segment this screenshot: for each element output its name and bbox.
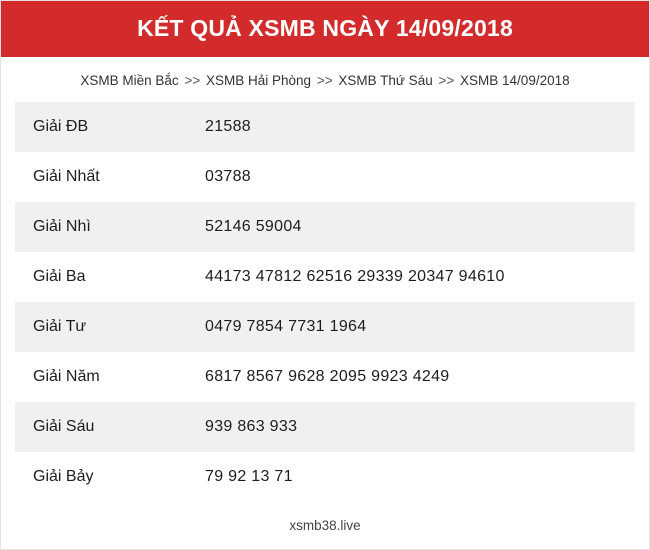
breadcrumb-separator: >> bbox=[438, 73, 455, 88]
table-row bbox=[15, 352, 635, 402]
prize-numbers: 44173 47812 62516 29339 20347 94610 bbox=[205, 268, 505, 285]
results-table bbox=[1, 102, 649, 504]
table-row bbox=[15, 402, 635, 452]
breadcrumb-item-province[interactable]: XSMB Hải Phòng bbox=[206, 73, 312, 88]
table-row bbox=[15, 202, 635, 252]
prize-numbers: 0479 7854 7731 1964 bbox=[205, 318, 367, 335]
prize-numbers: 6817 8567 9628 2095 9923 4249 bbox=[205, 368, 450, 385]
prize-label: Giải Bảy bbox=[33, 468, 94, 485]
breadcrumb-separator: >> bbox=[316, 73, 333, 88]
prize-label: Giải Nhì bbox=[33, 218, 91, 235]
table-row bbox=[15, 102, 635, 152]
prize-label: Giải Tư bbox=[33, 318, 87, 335]
prize-label: Giải Năm bbox=[33, 368, 100, 385]
page-title: KẾT QUẢ XSMB NGÀY 14/09/2018 bbox=[1, 1, 649, 57]
site-footer[interactable]: xsmb38.live bbox=[289, 518, 361, 533]
prize-numbers: 52146 59004 bbox=[205, 218, 302, 235]
prize-label: Giải Sáu bbox=[33, 418, 95, 435]
prize-numbers: 21588 bbox=[205, 118, 251, 135]
breadcrumb-item-date[interactable]: XSMB 14/09/2018 bbox=[460, 73, 570, 88]
breadcrumb-separator: >> bbox=[184, 73, 201, 88]
breadcrumb-item-region[interactable]: XSMB Miền Bắc bbox=[80, 73, 179, 88]
prize-label: Giải Nhất bbox=[33, 168, 100, 185]
prize-label: Giải Ba bbox=[33, 268, 86, 285]
table-row bbox=[15, 452, 635, 502]
prize-numbers: 79 92 13 71 bbox=[205, 468, 293, 485]
prize-numbers: 03788 bbox=[205, 168, 251, 185]
table-row bbox=[15, 152, 635, 202]
table-row bbox=[15, 252, 635, 302]
prize-label: Giải ĐB bbox=[33, 118, 89, 135]
prize-numbers: 939 863 933 bbox=[205, 418, 298, 435]
breadcrumb-item-weekday[interactable]: XSMB Thứ Sáu bbox=[338, 73, 433, 88]
breadcrumb bbox=[1, 57, 649, 102]
table-row bbox=[15, 302, 635, 352]
